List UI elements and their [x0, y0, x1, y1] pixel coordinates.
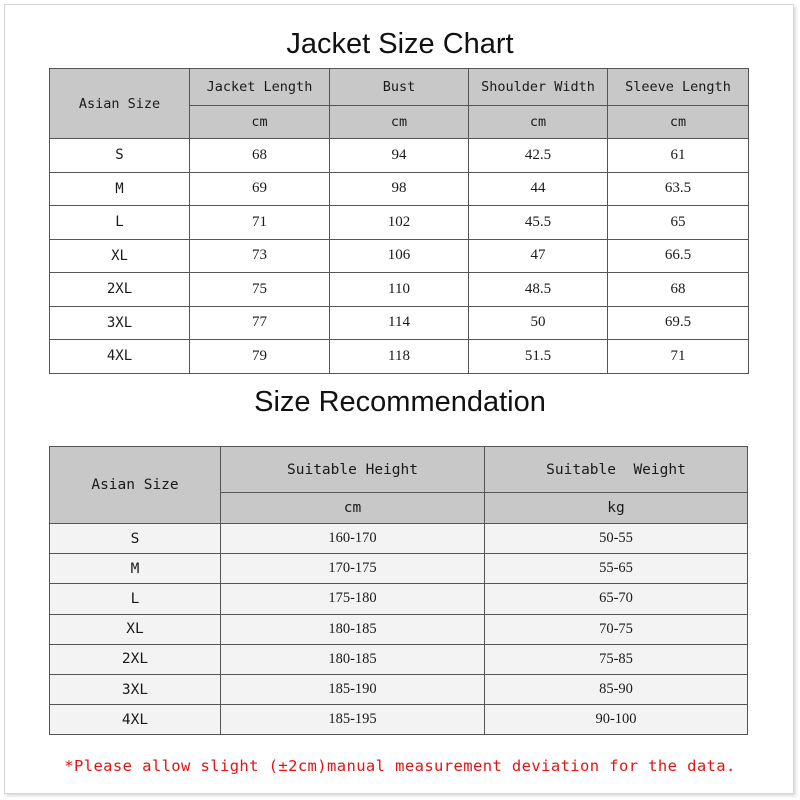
column-header-shoulder-width: Shoulder Width [469, 69, 608, 106]
size-cell: S [50, 139, 190, 173]
value-cell: 44 [469, 172, 608, 206]
value-cell: 110 [330, 273, 469, 307]
table-row [50, 139, 749, 173]
value-cell: 185-195 [221, 705, 485, 735]
unit-cell: cm [221, 493, 485, 524]
value-cell: 45.5 [469, 206, 608, 240]
unit-cell: kg [485, 493, 748, 524]
table-row [50, 524, 748, 554]
table-row [50, 584, 748, 614]
value-cell: 73 [190, 239, 330, 273]
table-row [50, 644, 748, 674]
column-header-bust: Bust [330, 69, 469, 106]
unit-cell: cm [469, 106, 608, 139]
table-row [50, 614, 748, 644]
size-cell: M [50, 554, 221, 584]
table-row [50, 273, 749, 307]
value-cell: 180-185 [221, 644, 485, 674]
value-cell: 170-175 [221, 554, 485, 584]
value-cell: 75-85 [485, 644, 748, 674]
value-cell: 180-185 [221, 614, 485, 644]
value-cell: 70-75 [485, 614, 748, 644]
size-cell: L [50, 584, 221, 614]
column-header-sleeve-length: Sleeve Length [608, 69, 749, 106]
value-cell: 61 [608, 139, 749, 173]
table-row [50, 239, 749, 273]
size-recommendation-title: Size Recommendation [254, 386, 546, 418]
value-cell: 55-65 [485, 554, 748, 584]
value-cell: 71 [190, 206, 330, 240]
size-cell: 2XL [50, 273, 190, 307]
value-cell: 98 [330, 172, 469, 206]
size-cell: S [50, 524, 221, 554]
size-recommendation-table [49, 446, 748, 735]
value-cell: 160-170 [221, 524, 485, 554]
unit-cell: cm [608, 106, 749, 139]
size-cell: 3XL [50, 306, 190, 340]
size-cell: L [50, 206, 190, 240]
value-cell: 77 [190, 306, 330, 340]
value-cell: 68 [608, 273, 749, 307]
value-cell: 66.5 [608, 239, 749, 273]
table-row [50, 306, 749, 340]
value-cell: 102 [330, 206, 469, 240]
table-row [50, 554, 748, 584]
value-cell: 50-55 [485, 524, 748, 554]
size-cell: XL [50, 239, 190, 273]
value-cell: 65-70 [485, 584, 748, 614]
unit-cell: cm [190, 106, 330, 139]
table-row [50, 172, 749, 206]
value-cell: 69 [190, 172, 330, 206]
value-cell: 51.5 [469, 340, 608, 374]
size-chart-title: Jacket Size Chart [286, 28, 514, 60]
size-cell: M [50, 172, 190, 206]
value-cell: 79 [190, 340, 330, 374]
table-row [50, 206, 749, 240]
size-cell: 3XL [50, 674, 221, 704]
recommendation-size-header: Asian Size [50, 447, 221, 524]
size-cell: 4XL [50, 340, 190, 374]
value-cell: 75 [190, 273, 330, 307]
value-cell: 114 [330, 306, 469, 340]
value-cell: 65 [608, 206, 749, 240]
value-cell: 90-100 [485, 705, 748, 735]
value-cell: 42.5 [469, 139, 608, 173]
column-header-jacket-length: Jacket Length [190, 69, 330, 106]
value-cell: 47 [469, 239, 608, 273]
value-cell: 69.5 [608, 306, 749, 340]
value-cell: 106 [330, 239, 469, 273]
column-header-suitable-height: Suitable Height [221, 447, 485, 493]
table-row [50, 674, 748, 704]
unit-cell: cm [330, 106, 469, 139]
value-cell: 71 [608, 340, 749, 374]
recommendation-header-row [50, 447, 748, 493]
value-cell: 48.5 [469, 273, 608, 307]
value-cell: 185-190 [221, 674, 485, 704]
value-cell: 63.5 [608, 172, 749, 206]
measurement-deviation-note: *Please allow slight (±2cm)manual measurement deviation for the data. [64, 757, 736, 775]
value-cell: 118 [330, 340, 469, 374]
value-cell: 68 [190, 139, 330, 173]
size-cell: XL [50, 614, 221, 644]
size-chart-size-header: Asian Size [50, 69, 190, 139]
value-cell: 50 [469, 306, 608, 340]
value-cell: 85-90 [485, 674, 748, 704]
table-row [50, 340, 749, 374]
size-chart-table [49, 68, 749, 374]
value-cell: 175-180 [221, 584, 485, 614]
table-row [50, 705, 748, 735]
size-chart-header-row [50, 69, 749, 106]
value-cell: 94 [330, 139, 469, 173]
size-cell: 2XL [50, 644, 221, 674]
column-header-suitable-weight: Suitable Weight [485, 447, 748, 493]
size-cell: 4XL [50, 705, 221, 735]
